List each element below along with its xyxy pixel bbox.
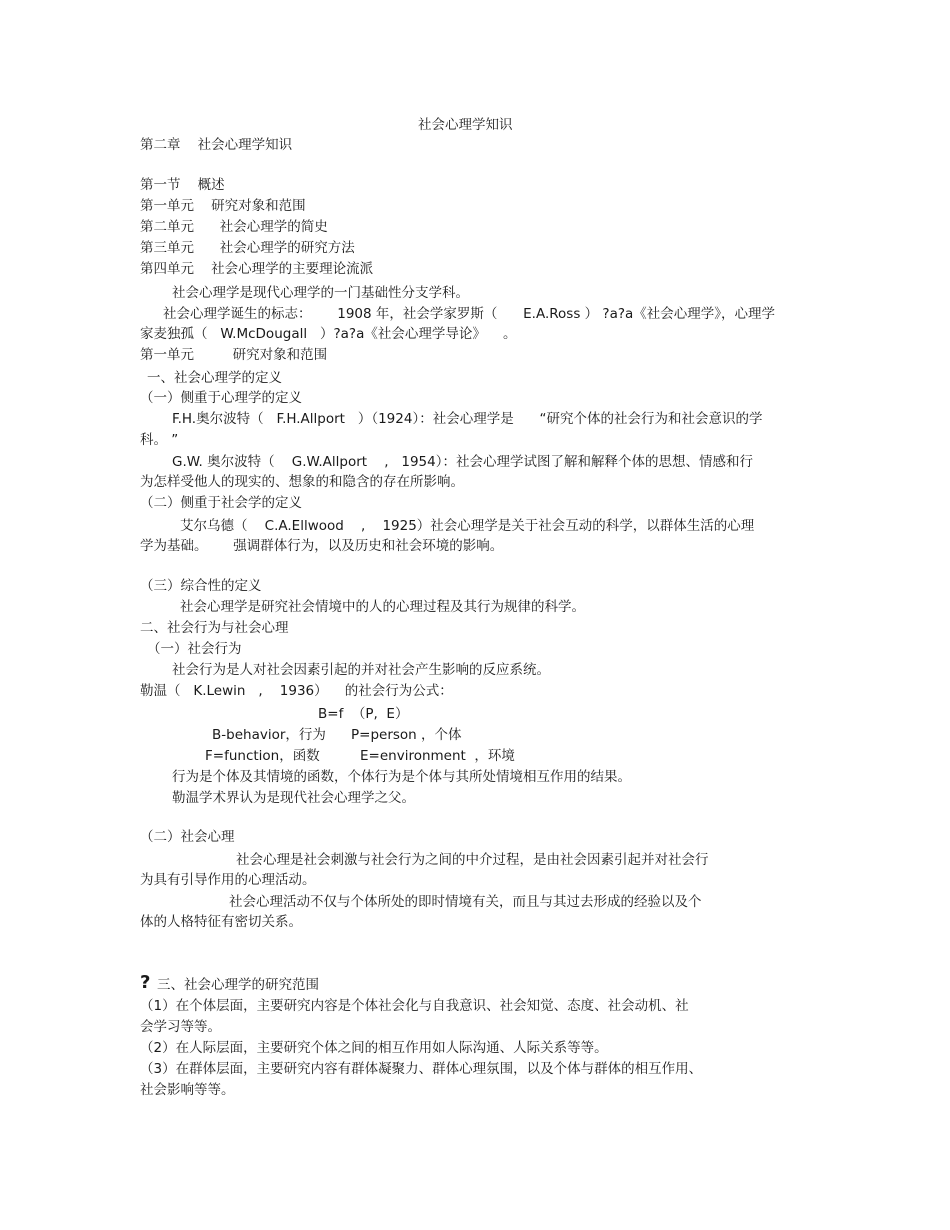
paragraph: 勒温（ K.Lewin , 1936） 的社会行为公式： xyxy=(140,683,453,699)
formula-term: F=function，函数 xyxy=(205,748,320,764)
subsection-heading: 一、社会心理学的定义 xyxy=(147,370,282,386)
paragraph: 社会心理学诞生的标志： 1908 年，社会学家罗斯（ E.A.Ross ） ?a?a《社会心理学》，心理学 xyxy=(163,306,776,322)
unit-heading: 第一单元 研究对象和范围 xyxy=(140,347,328,363)
subsection-heading: （三）综合性的定义 xyxy=(140,578,262,594)
section-heading: 第一节 概述 xyxy=(140,177,225,193)
paragraph: 体的人格特征有密切关系。 xyxy=(140,914,302,930)
paragraph: 艾尔乌德（ C.A.Ellwood , 1925）社会心理学是关于社会互动的科学，以群体生活的心理 xyxy=(180,518,755,534)
paragraph: 家麦独孤（ W.McDougall ）?a?a《社会心理学导论》 。 xyxy=(140,326,517,342)
subsection-heading: （二）社会心理 xyxy=(140,829,235,845)
chapter-heading: 第二章 社会心理学知识 xyxy=(140,137,293,153)
paragraph: （3）在群体层面，主要研究内容有群体凝聚力、群体心理氛围，以及个体与群体的相互作用、 xyxy=(140,1061,703,1077)
paragraph: 科。 ” xyxy=(140,432,179,448)
paragraph: 社会心理学是研究社会情境中的人的心理过程及其行为规律的科学。 xyxy=(180,599,585,615)
unit-item: 第一单元 研究对象和范围 xyxy=(140,198,306,214)
paragraph: 学为基础。 强调群体行为，以及历史和社会环境的影响。 xyxy=(140,538,504,554)
subsection-heading: 二、社会行为与社会心理 xyxy=(140,620,289,636)
formula-term: B-behavior，行为 xyxy=(212,727,326,743)
paragraph: 社会心理是社会刺激与社会行为之间的中介过程，是由社会因素引起并对社会行 xyxy=(236,852,709,868)
paragraph: 行为是个体及其情境的函数，个体行为是个体与其所处情境相互作用的结果。 xyxy=(172,769,631,785)
doc-title: 社会心理学知识 xyxy=(418,117,513,133)
formula-term: E=environment ，环境 xyxy=(360,748,515,764)
subsection-heading: （二）侧重于社会学的定义 xyxy=(140,495,302,511)
unit-item: 第二单元 社会心理学的简史 xyxy=(140,219,328,235)
formula: B=f （P, E） xyxy=(318,706,409,722)
paragraph: 为具有引导作用的心理活动。 xyxy=(140,872,316,888)
subsection-heading: 三、社会心理学的研究范围 xyxy=(157,977,319,993)
paragraph: 勒温学术界认为是现代社会心理学之父。 xyxy=(172,790,415,806)
subsection-heading: （一）侧重于心理学的定义 xyxy=(140,390,302,406)
paragraph: （1）在个体层面，主要研究内容是个体社会化与自我意识、社会知觉、态度、社会动机、社 xyxy=(140,998,689,1014)
paragraph: 社会影响等等。 xyxy=(140,1082,235,1098)
question-mark-icon: ? xyxy=(140,972,151,993)
paragraph: （2）在人际层面，主要研究个体之间的相互作用如人际沟通、人际关系等等。 xyxy=(140,1040,608,1056)
paragraph: 社会心理活动不仅与个体所处的即时情境有关，而且与其过去形成的经验以及个 xyxy=(229,894,702,910)
paragraph: F.H.奥尔波特（ F.H.Allport ）（1924）：社会心理学是 “研究个体的社会行为和社会意识的学 xyxy=(172,411,763,427)
subsection-heading: （一）社会行为 xyxy=(147,641,242,657)
paragraph: 会学习等等。 xyxy=(140,1019,221,1035)
paragraph: 社会心理学是现代心理学的一门基础性分支学科。 xyxy=(172,285,469,301)
paragraph: 社会行为是人对社会因素引起的并对社会产生影响的反应系统。 xyxy=(172,662,550,678)
unit-item: 第三单元 社会心理学的研究方法 xyxy=(140,240,355,256)
formula-term: P=person ，个体 xyxy=(351,727,462,743)
paragraph: 为怎样受他人的现实的、想象的和隐含的存在所影响。 xyxy=(140,474,464,490)
paragraph: G.W. 奥尔波特（ G.W.Allport , 1954）：社会心理学试图了解和解释个体的思想、情感和行 xyxy=(172,454,753,470)
unit-item: 第四单元 社会心理学的主要理论流派 xyxy=(140,261,374,277)
